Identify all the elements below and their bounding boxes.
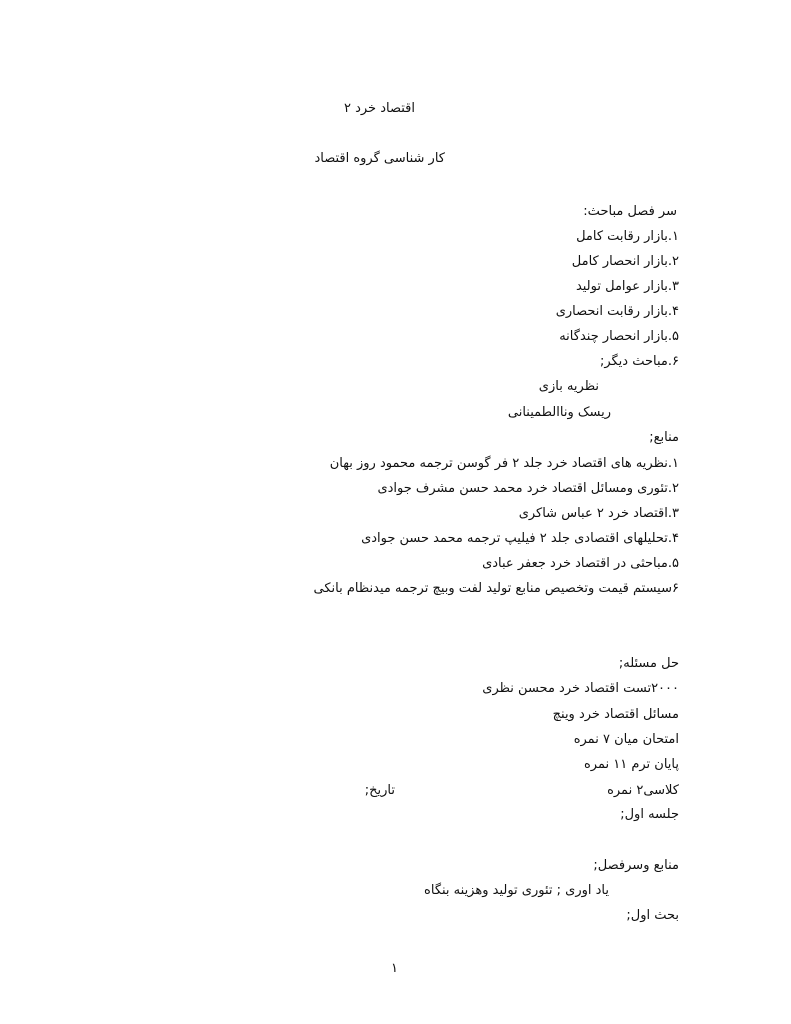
date-label: تاریخ; xyxy=(364,783,395,798)
grading-class: کلاسی۲ نمره xyxy=(607,783,679,798)
session-heading: جلسه اول; xyxy=(620,807,679,822)
problem-item: مسائل اقتصاد خرد وینچ xyxy=(552,707,679,722)
source-item: ۶سیستم قیمت وتخصیص منابع تولید لفت وبیچ ترجمه میدنظام بانکی xyxy=(313,581,679,596)
topic-item: ۲.بازار انحصار کامل xyxy=(571,254,679,269)
document-title: اقتصاد خرد ۲ xyxy=(343,101,415,116)
topics-heading: سر فصل مباحث: xyxy=(583,204,677,219)
topic-item: ۳.بازار عوامل تولید xyxy=(575,279,679,294)
topic-sub-item: نظریه بازی xyxy=(538,379,599,394)
grading-midterm: امتحان میان ۷ نمره xyxy=(573,732,679,747)
document-subtitle: کار شناسی گروه اقتصاد xyxy=(314,151,445,166)
problems-heading: حل مسئله; xyxy=(618,656,679,671)
topic-item: ۱.بازار رقابت کامل xyxy=(576,229,679,244)
session-sources-line: یاد اوری ; تئوری تولید وهزینه بنگاه xyxy=(424,883,609,898)
source-item: ۲.تئوری ومسائل اقتصاد خرد محمد حسن مشرف جوادی xyxy=(377,481,679,496)
topic-item: ۵.بازار انحصار چندگانه xyxy=(559,329,679,344)
page-number: ۱ xyxy=(391,961,398,976)
source-item: ۳.اقتصاد خرد ۲ عباس شاکری xyxy=(518,506,679,521)
topic-item: ۶.مباحث دیگر; xyxy=(599,354,679,369)
topic-item: ۴.بازار رقابت انحصاری xyxy=(555,304,679,319)
session-sources-heading: منابع وسرفصل; xyxy=(593,858,679,873)
problem-item: ۲۰۰۰تست اقتصاد خرد محسن نظری xyxy=(482,681,679,696)
topic-sub-item: ریسک وناالطمینانی xyxy=(507,405,611,420)
source-item: ۵.مباحثی در اقتصاد خرد جعفر عبادی xyxy=(482,556,679,571)
grading-final: پایان ترم ۱۱ نمره xyxy=(583,757,679,772)
source-item: ۱.نظریه های اقتصاد خرد جلد ۲ فر گوسن ترجمه محمود روز بهان xyxy=(329,456,679,471)
session-topic-heading: بحث اول; xyxy=(626,908,679,923)
sources-heading: منابع; xyxy=(649,430,679,445)
source-item: ۴.تحلیلهای اقتصادی جلد ۲ فیلیپ ترجمه محمد حسن جوادی xyxy=(361,531,679,546)
